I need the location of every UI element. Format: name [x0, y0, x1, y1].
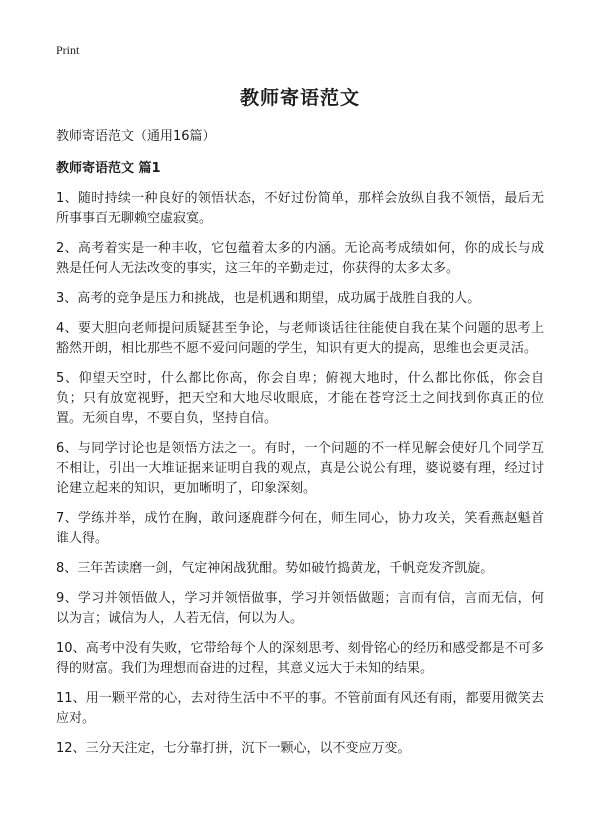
- document-subtitle: 教师寄语范文（通用16篇）: [56, 129, 216, 144]
- page-title: 教师寄语范文: [239, 87, 360, 109]
- paragraph-item: 1、随时持续一种良好的领悟状态，不好过份简单，那样会放纵自我不领悟，最后无所事事百无聊赖空虚寂寞。: [56, 191, 544, 226]
- print-link[interactable]: Print: [56, 43, 80, 57]
- paragraph-item: 8、三年苦读磨一剑，气定神闲战犹酣。势如破竹捣黄龙，千帆竞发齐凯旋。: [56, 561, 494, 576]
- paragraph-item: 10、高考中没有失败，它带给每个人的深刻思考、刻骨铭心的经历和感受都是不可多得的财富。我们为理想而奋进的过程，其意义远大于未知的结果。: [56, 641, 544, 676]
- paragraph-item: 11、用一颗平常的心，去对待生活中不平的事。不管前面有风还有雨，都要用微笑去应对。: [56, 691, 544, 726]
- paragraph-item: 7、学练并举，成竹在胸，敢问逐鹿群今何在，师生同心，协力攻关，笑看燕赵魁首谁人得。: [56, 511, 544, 546]
- paragraph-item: 2、高考着实是一种丰收，它包蕴着太多的内涵。无论高考成绩如何，你的成长与成熟是任何人无法改变的事实，这三年的辛勤走过，你获得的太多太多。: [56, 241, 544, 276]
- paragraph-item: 3、高考的竞争是压力和挑战，也是机遇和期望，成功属于战胜自我的人。: [56, 291, 481, 306]
- paragraph-item: 5、仰望天空时，什么都比你高，你会自卑；俯视大地时，什么都比你低，你会自负；只有放宽视野，把天空和大地尽收眼底，才能在苍穹泛土之间找到你真正的位置。无须自卑，不要自负，坚持自信。: [56, 371, 544, 426]
- section-heading: 教师寄语范文 篇1: [56, 161, 161, 176]
- paragraph-item: 12、三分天注定，七分靠打拼，沉下一颗心，以不变应万变。: [56, 741, 411, 756]
- paragraph-item: 9、学习并领悟做人，学习并领悟做事，学习并领悟做题；言而有信，言而无信，何以为言；诚信为人，人若无信，何以为人。: [56, 591, 544, 626]
- paragraph-item: 4、要大胆向老师提问质疑甚至争论，与老师谈话往往能使自我在某个问题的思考上豁然开朗，相比那些不愿不爱问问题的学生，知识有更大的提高，思维也会更灵活。: [56, 321, 544, 356]
- paragraph-item: 6、与同学讨论也是领悟方法之一。有时，一个问题的不一样见解会使好几个同学互不相让，引出一大堆证据来证明自我的观点，真是公说公有理，婆说婆有理，经过讨论建立起来的知识，更加晰明了，印象深刻。: [56, 441, 544, 496]
- paragraph-list: [56, 189, 544, 759]
